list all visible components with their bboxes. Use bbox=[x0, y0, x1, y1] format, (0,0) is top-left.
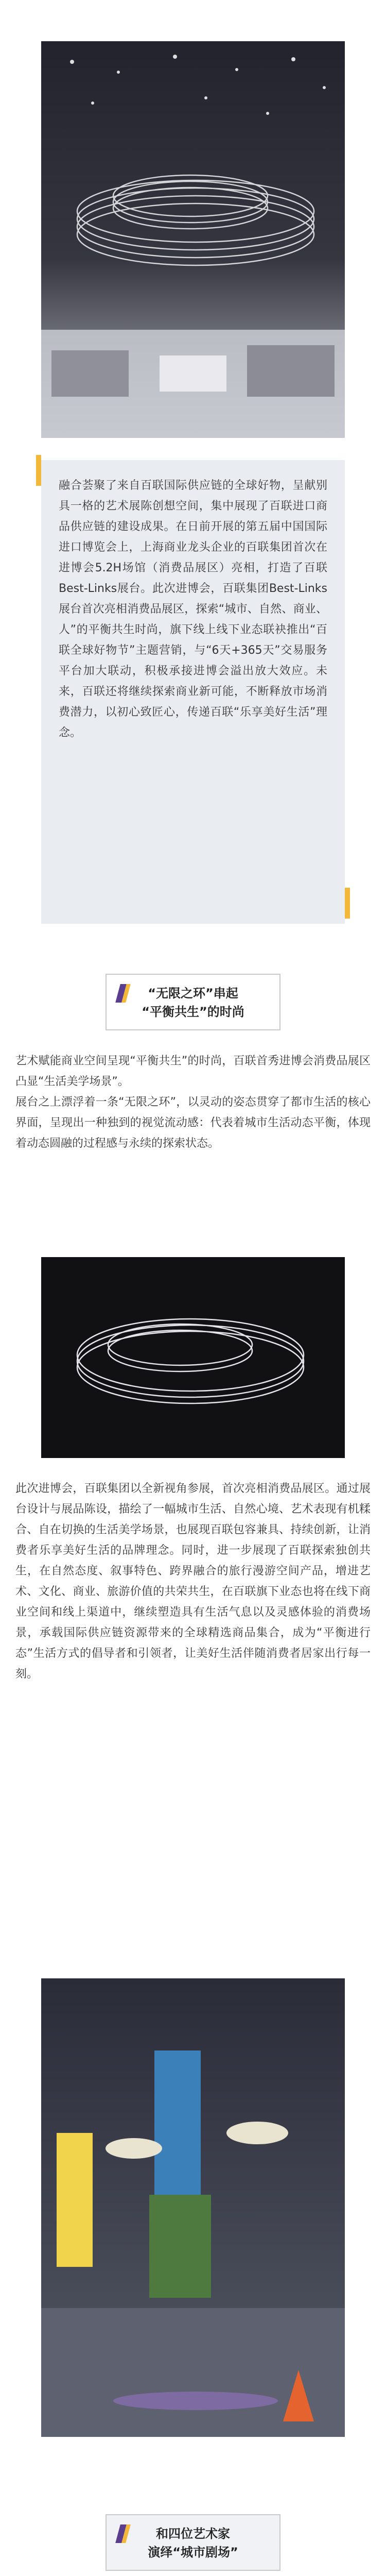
heading-line-1: 和四位艺术家 bbox=[156, 2527, 230, 2541]
exhibition-hall-photo bbox=[41, 41, 345, 438]
heading-line-1: “无限之环”串起 bbox=[148, 986, 238, 1001]
heading-line-2: “平衡共生”的时尚 bbox=[142, 1005, 244, 1019]
intro-card bbox=[41, 460, 345, 924]
section1-para3-block bbox=[15, 1479, 371, 1685]
section1-para3: 此次进博会，百联集团以全新视角参展，首次亮相消费品展区。通过展台设计与展品陈设，描绘了一幅城市生活、自然心境、艺术表现有机糅合、自在切换的生活美学场景，也展现百联包容兼具、持续创新，让消费者乐享美好生活的品牌理念。同时，进一步展现了百联探索独创共生，在自然态度、叙事特色、跨界融合的旅行漫游空间产品，增进艺术、文化、商业、旅游价值的共荣共生，在百联旗下业态也将在线下商业空间和线上渠道中，继续塑造具有生活气息以及灵感体验的消费场景，承载国际供应链资源带来的全球精选商品集合，成为“平衡进行态”生活方式的倡导者和引领者，让美好生活伴随消费者居家出行每一刻。 bbox=[15, 1482, 371, 1681]
intro-text: 融合荟聚了来自百联国际供应链的全球好物，呈献别具一格的艺术展陈创想空间，集中展现了百联进口商品供应链的建设成果。在日前开展的第五届中国国际进口博览会上，上海商业龙头企业的百联集团首次在进博会5.2H场馆（消费品展区）亮相，打造了百联Best-Links展台。此次进博会，百联集团Best-Links展台首次亮相消费品展区，探索“城市、自然、商业、人”的平衡共生时尚，旗下线上线下业态联袂推出“百联全球好物节”主题营销，与“6天+365天”交易服务平台加大联动，积极承接进博会溢出放大效应。未来，百联还将继续探索商业新可能，不断释放市场消费潜力，以初心致匠心，传递百联“乐享美好生活”理念。 bbox=[59, 479, 327, 739]
art-installation-photo bbox=[41, 1978, 345, 2437]
accent-bar-end bbox=[345, 888, 350, 919]
section-heading-infinite-ring bbox=[106, 974, 280, 1030]
loop-sculpture-photo bbox=[41, 1257, 345, 1458]
section1-paragraphs bbox=[15, 1051, 371, 1154]
heading-line-2: 演绎“城市剧场” bbox=[148, 2545, 238, 2560]
accent-bar bbox=[36, 455, 41, 486]
section-heading-city-theatre bbox=[106, 2514, 280, 2571]
section1-para1: 艺术赋能商业空间呈现“平衡共生”的时尚，百联首秀进博会消费品展区凸显“生活美学场景”。 bbox=[15, 1055, 371, 1088]
section1-para2: 展台之上漂浮着一条“无限之环”，以灵动的姿态贯穿了都市生活的核心界面，呈现出一种独到的视觉流动感：代表着城市生活动态平衡，体现着动态圆融的过程感与永续的探索状态。 bbox=[15, 1096, 371, 1150]
